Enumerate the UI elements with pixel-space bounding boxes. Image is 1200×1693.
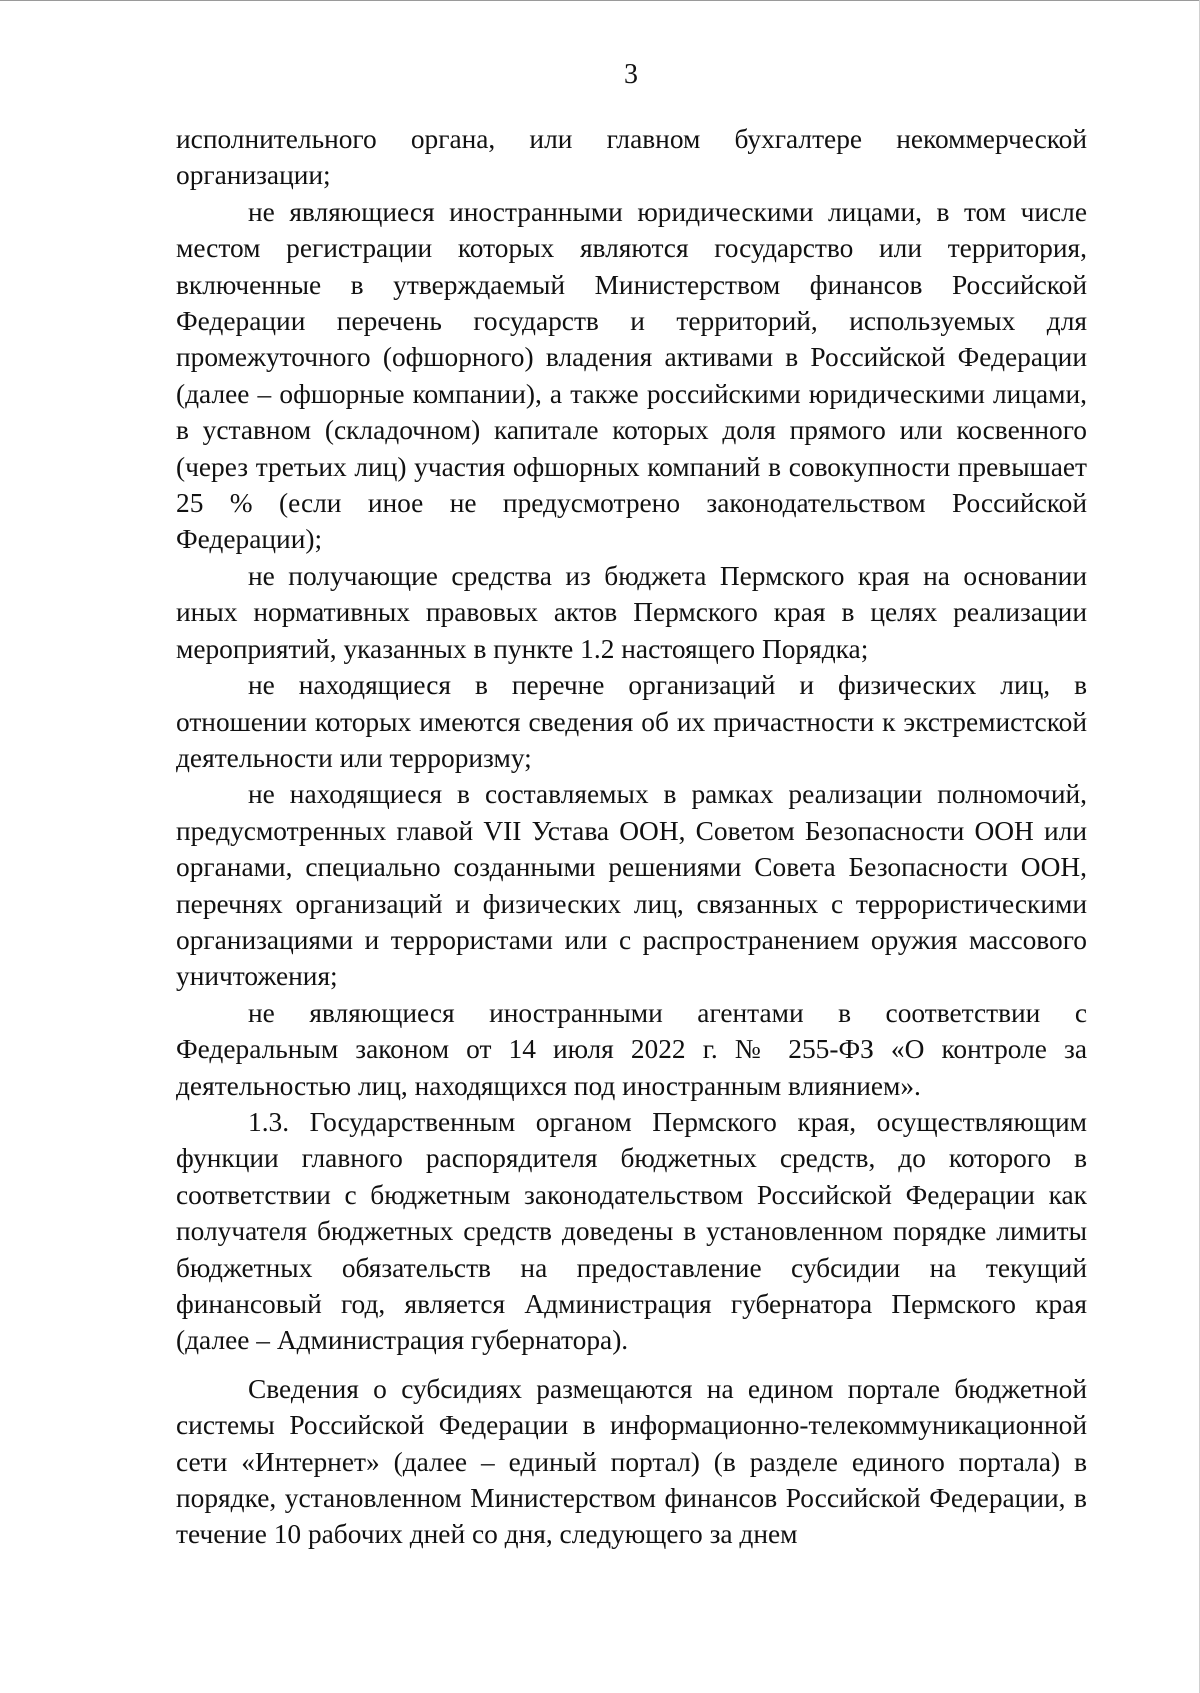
- paragraph-section-1-3: 1.3. Государственным органом Пермского края, осуществляющим функции главного распорядителя бюджетных средств, до которого в соответствии с бюджетным законодательством Российской Федерации как получателя бюджетных средств доведены в установленном порядке лимиты бюджетных обязательств на предоставление субсидии на текущий финансовый год, является Администрация губернатора Пермского края (далее – Администрация губернатора).: [176, 1106, 1087, 1356]
- paragraph-foreign-agents: не являющиеся иностранными агентами в соответствии с Федеральным законом от 14 июля 2022 г. № 255-ФЗ «О контроле за деятельностью лиц, находящихся под иностранным влиянием».: [176, 997, 1087, 1101]
- page-number: 3: [624, 59, 638, 90]
- paragraph-offshore-criteria: не являющиеся иностранными юридическими лицами, в том числе местом регистрации которых являются государство или территория, включенные в утверждаемый Министерством финансов Российской Федерации перечень государств и территорий, используемых для промежуточного (офшорного) владения активами в Российской Федерации (далее – офшорные компании), а также российскими юридическими лицами, в уставном (складочном) капитале которых доля прямого или косвенного (через третьих лиц) участия офшорных компаний в совокупности превышает 25 % (если иное не предусмотрено законодательством Российской Федерации);: [176, 196, 1087, 555]
- paragraph-budget-funds: не получающие средства из бюджета Пермского края на основании иных нормативных правовых актов Пермского края в целях реализации мероприятий, указанных в пункте 1.2 настоящего Порядка;: [176, 560, 1087, 664]
- paragraph-extremism-list: не находящиеся в перечне организаций и физических лиц, в отношении которых имеются сведения об их причастности к экстремистской деятельности или терроризму;: [176, 670, 1087, 773]
- paragraph-subsidy-info: Сведения о субсидиях размещаются на едином портале бюджетной системы Российской Федерации в информационно-телекоммуникационной сети «Интернет» (далее – единый портал) (в разделе единого портала) в порядке, установленном Министерством финансов Российской Федерации, в течение 10 рабочих дней со дня, следующего за днем: [176, 1373, 1087, 1550]
- paragraph-continuation: исполнительного органа, или главном бухгалтере некоммерческой организации;: [176, 124, 1087, 191]
- document-body: [176, 121, 1087, 1553]
- scan-top-edge: [0, 0, 1200, 1]
- paragraph-un-security-council: не находящиеся в составляемых в рамках реализации полномочий, предусмотренных главой VII Устава ООН, Советом Безопасности ООН или органами, специально созданными решениями Совета Безопасности ООН, перечнях организаций и физических лиц, связанных с террористическими организациями и террористами или с распространением оружия массового уничтожения;: [176, 779, 1087, 992]
